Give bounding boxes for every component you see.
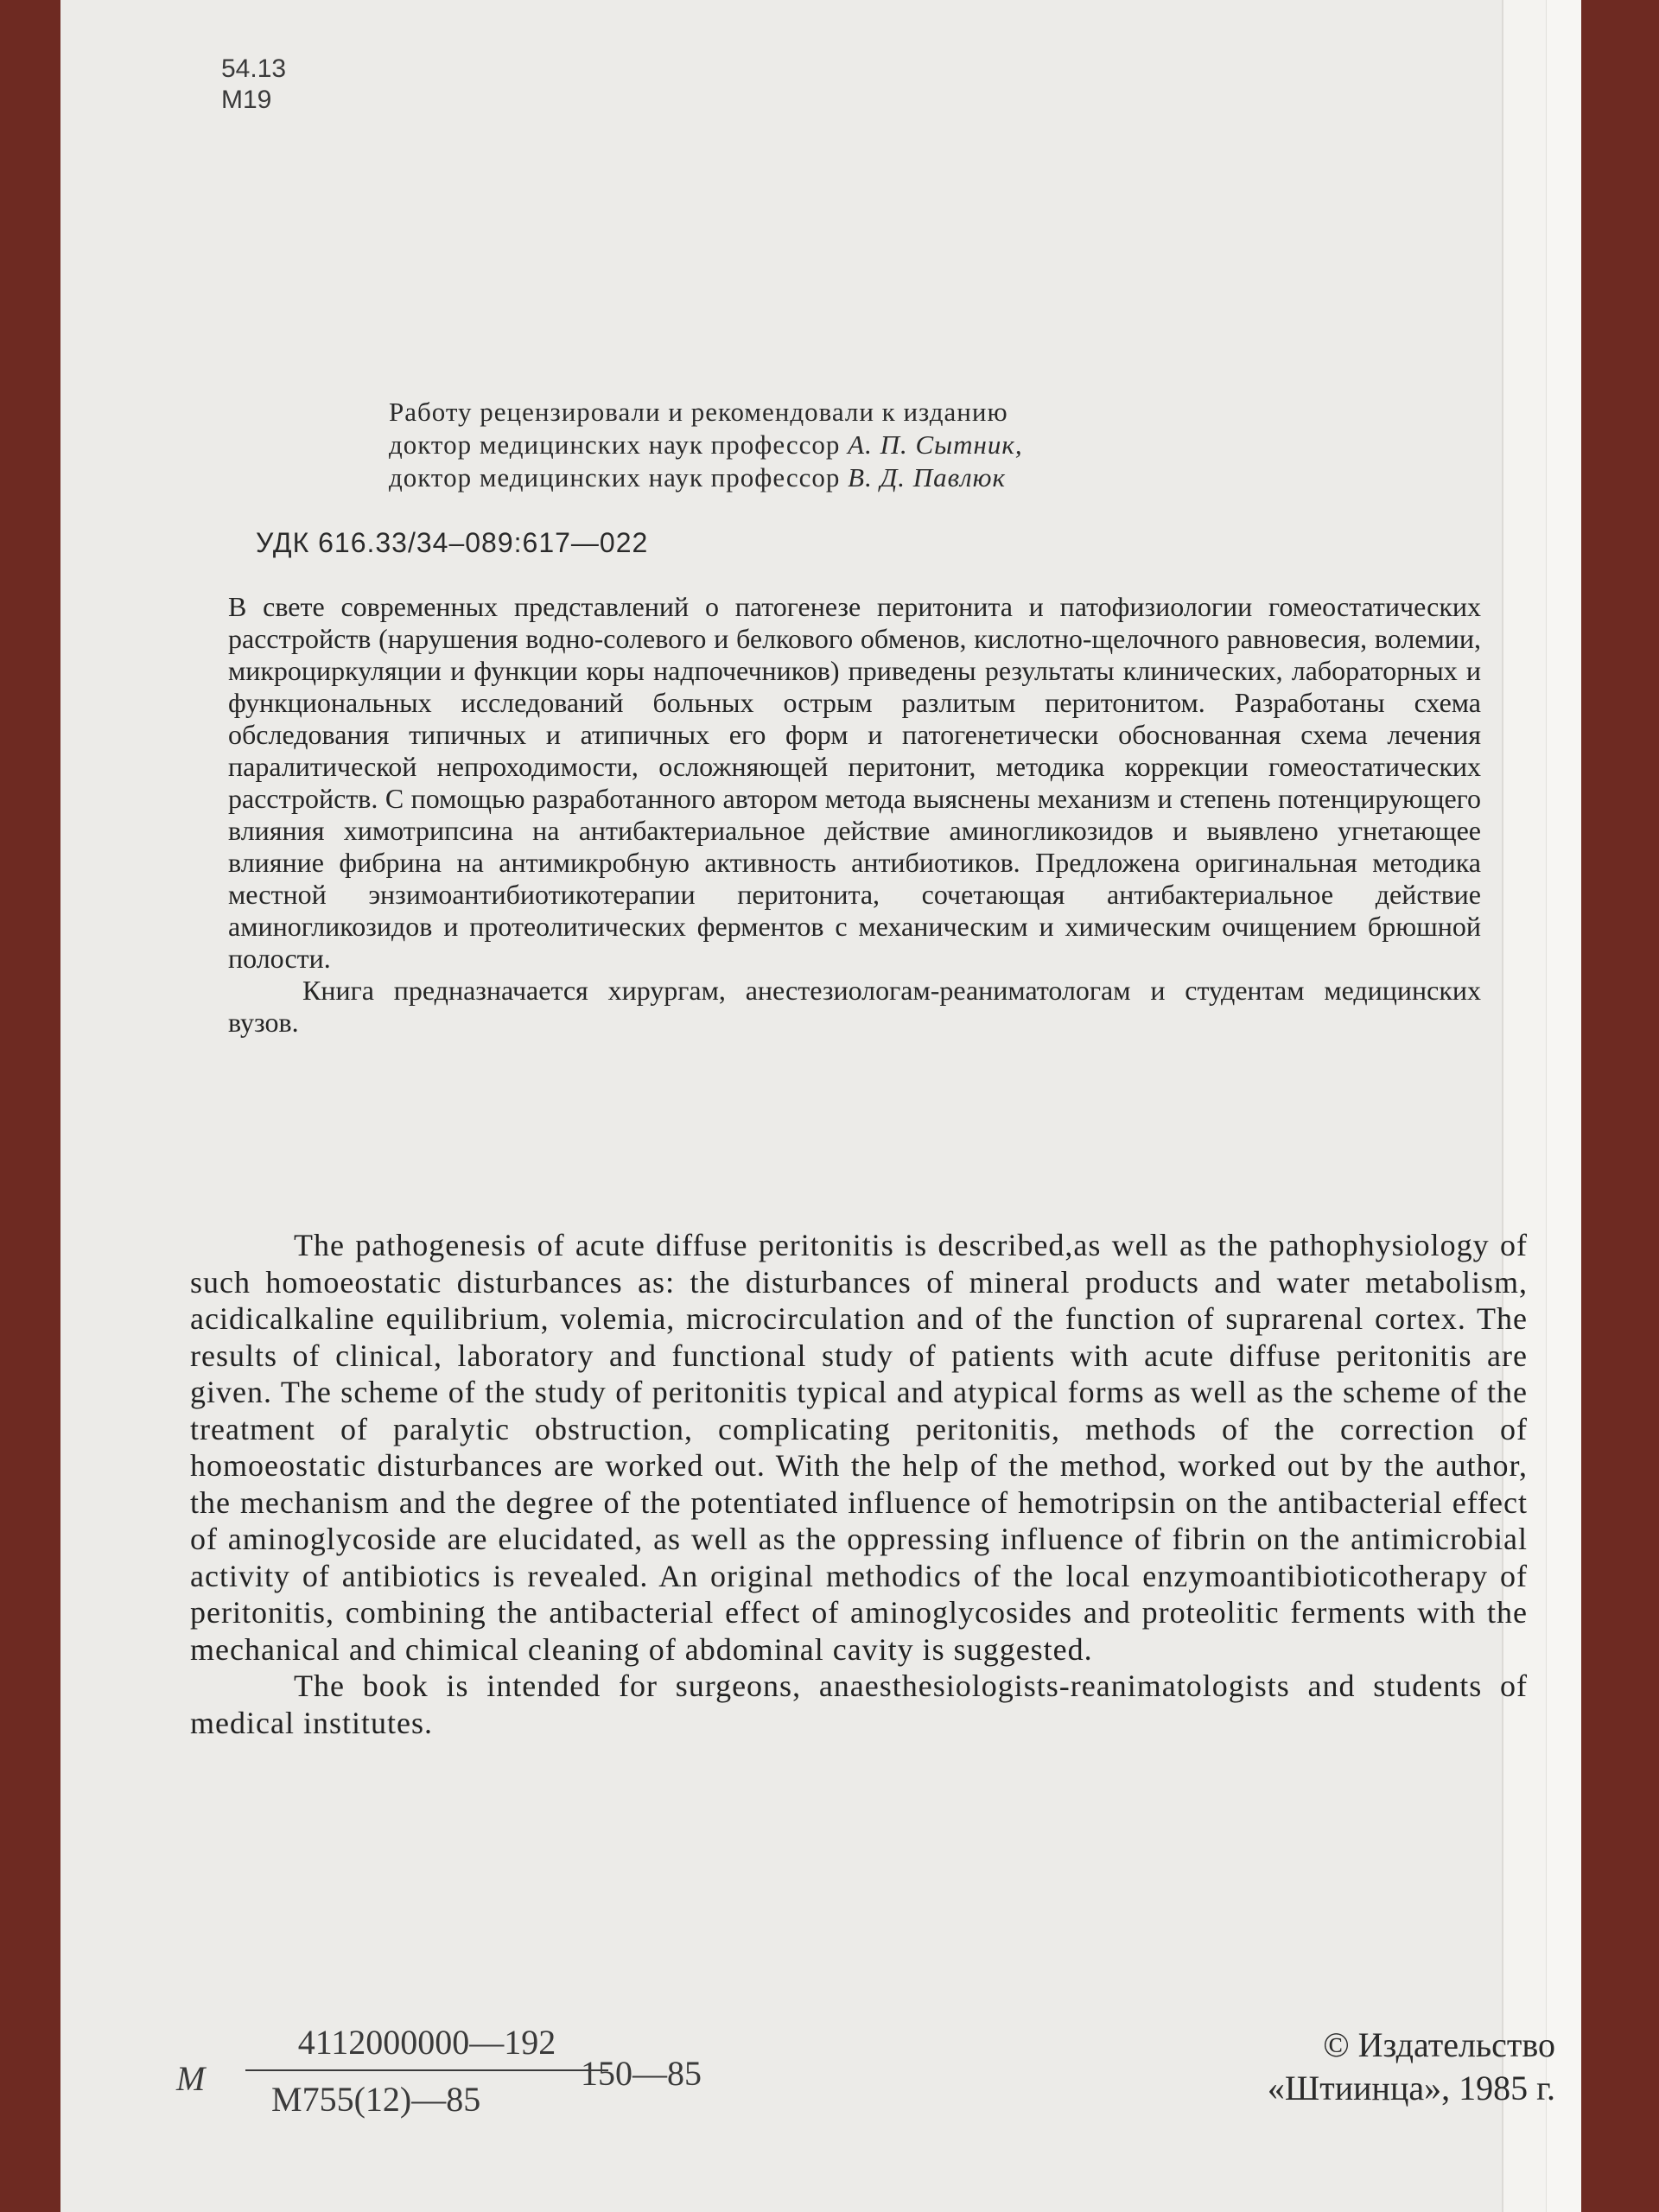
imprint-letter: М [176, 2059, 206, 2098]
classification-line-1: 54.13 [221, 54, 287, 83]
classification-line-2: М19 [221, 86, 272, 114]
imprint-denominator: М755(12)—85 [271, 2080, 481, 2119]
reviewer-2-title: доктор медицинских наук профессор [389, 462, 849, 493]
reviewer-1-title: доктор медицинских наук профессор [389, 429, 849, 460]
reviewer-2 [389, 461, 1270, 494]
imprint-series-code: 150—85 [581, 2054, 702, 2093]
abstract-en-paragraph-1: The pathogenesis of acute diffuse peritonitis is described,as well as the pathophysiology of such homoeostatic disturbances as: the disturbances of mineral products and water metabolism, acidicalkaline equilibrium, volemia, microcirculation and of the function of suprarenal cortex. The results of clinical, laboratory and functional study of patients with acute diffuse peritonitis are given. The scheme of the study of peritonitis typical and atypical forms as well as the scheme of the treatment of paralytic obstruction, complicating peritonitis, methods of the correction of homoeostatic disturbances are worked out. With the help of the method, worked out by the author, the mechanism and the degree of the potentiated influence of hemotripsin on the antibacterial effect of aminoglycoside are elucidated, as well as the oppressing influence of fibrin on the antimicrobial activity of antibiotics is revealed. An original methodics of the local enzymoantibioticotherapy of peritonitis, combining the antibacterial effect of aminoglycosides and proteolitic ferments with the mechanical and chimical cleaning of abdominal cavity is suggested. [190, 1228, 1528, 1667]
reviewer-1-name: А. П. Сытник, [848, 429, 1023, 460]
imprint-numerator: 4112000000—192 [245, 2022, 608, 2071]
book-page [60, 0, 1581, 2212]
abstract-ru-paragraph-2: Книга предназначается хирургам, анестезиологам-реаниматологам и студентам медицинских вузов. [228, 975, 1481, 1038]
abstract-english [190, 1227, 1528, 1741]
abstract-ru-paragraph-1: В свете современных представлений о патогенезе перитонита и патофизиологии гомеостатических расстройств (нарушения водно-солевого и белкового обменов, кислотно-щелочного равновесия, волемии, микроциркуляции и функции коры надпочечников) приведены результаты клинических, лабораторных и функциональных исследований больных острым разлитым перитонитом. Разработаны схема обследования типичных и атипичных его форм и патогенетически обоснованная схема лечения паралитической непроходимости, осложняющей перитонит, методика коррекции гомеостатических расстройств. С помощью разработанного автором метода выяснены механизм и степень потенцирующего влияния химотрипсина на антибактериальное действие аминогликозидов и выявлено угнетающее влияние фибрина на антимикробную активность антибиотиков. Предложена оригинальная методика местной энзимоантибиотикотерапии перитонита, сочетающая антибактериальное действие аминогликозидов и протеолитических ферментов с механическим и химическим очищением брюшной полости. [228, 591, 1481, 974]
udk-code: УДК 616.33/34–089:617—022 [256, 527, 649, 558]
imprint-code [176, 2022, 729, 2134]
classification-code [221, 54, 286, 116]
reviewer-1 [389, 429, 1270, 461]
abstract-en-paragraph-2: The book is intended for surgeons, anaesthesiologists-reanimatologists and students of medical institutes. [190, 1669, 1528, 1740]
abstract-russian [228, 591, 1481, 1039]
reviewer-2-name: В. Д. Павлюк [848, 462, 1007, 493]
reviewers-block [389, 396, 1270, 494]
publisher-line-2: «Штиинца», 1985 г. [1267, 2069, 1555, 2107]
reviewers-intro: Работу рецензировали и рекомендовали к изданию [389, 397, 1008, 427]
publisher-line-1: © Издательство [1323, 2025, 1555, 2064]
publisher-copyright [1141, 2024, 1555, 2110]
page-edge-inner [1546, 0, 1581, 2212]
